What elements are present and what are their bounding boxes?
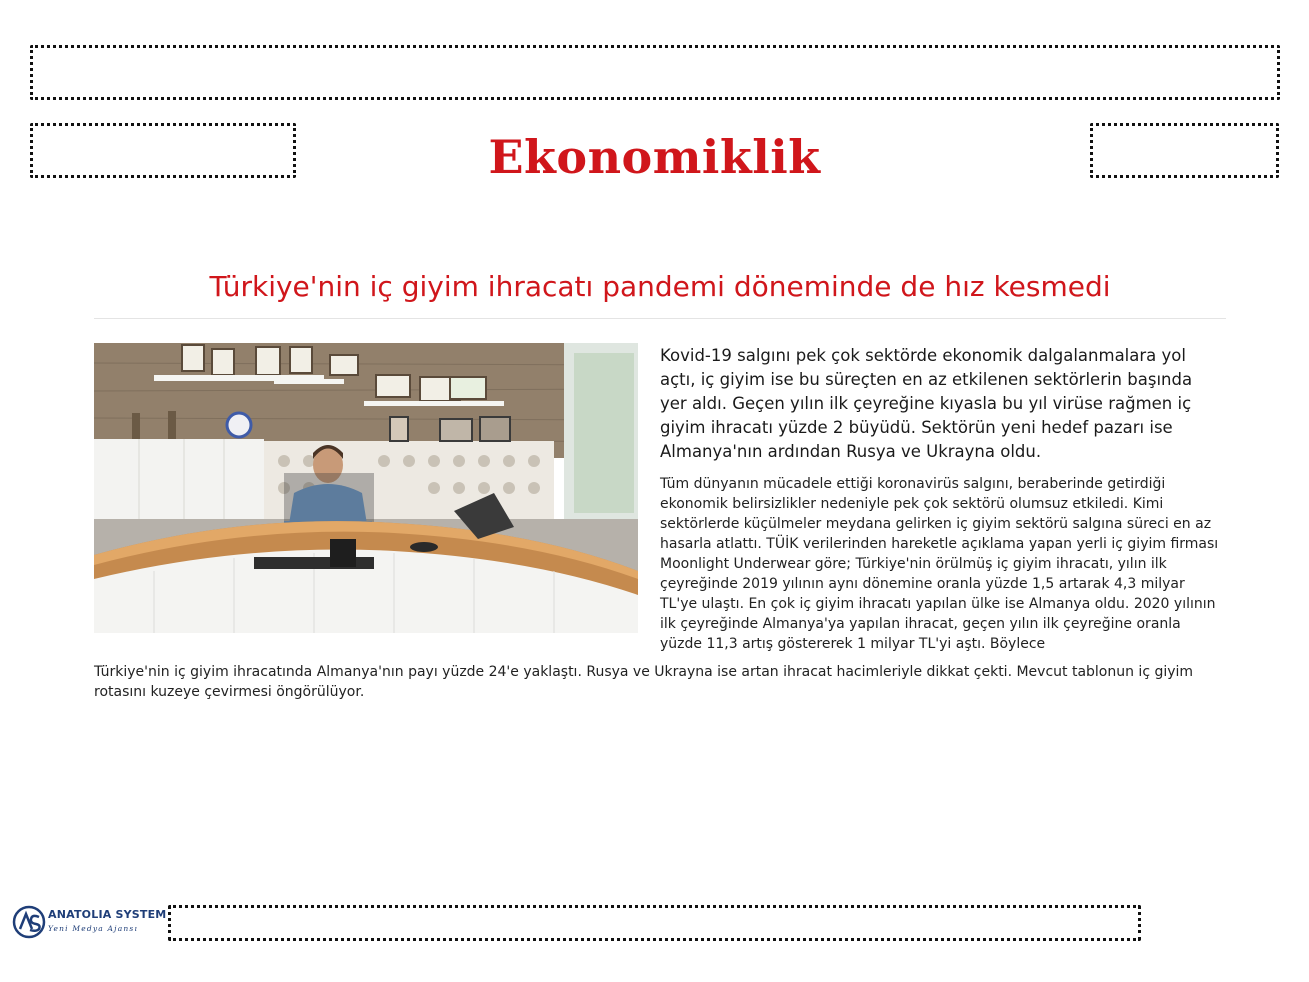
agency-name: ANATOLIA SYSTEM — [48, 908, 167, 921]
header-placeholder-box — [30, 45, 1280, 100]
article-lede: Kovid-19 salgını pek çok sektörde ekonomik dalgalanmalara yol açtı, iç giyim ise bu süreçten en az etkilenen sektörlerin başında yer aldı. Geçen yılın ilk çeyreğine kıyasla bu yıl virüse rağmen iç giyim ihracatı yüzde 2 büyüdü. Sektörün yeni hedef pazarı ise Almanya'nın ardından Rusya ve Ukrayna oldu. — [660, 346, 1193, 461]
agency-logo — [12, 903, 167, 943]
agency-tagline: Yeni Medya Ajansı — [48, 924, 139, 933]
article-headline: Türkiye'nin iç giyim ihracatı pandemi döneminde de hız kesmedi — [209, 270, 1111, 303]
article-photo — [94, 343, 638, 633]
headline-divider — [94, 318, 1226, 319]
footer-placeholder-box — [168, 905, 1141, 941]
article-body-lower: Türkiye'nin iç giyim ihracatında Almanya'nın payı yüzde 24'e yaklaştı. Rusya ve Ukrayna ise artan ihracat hacimleriyle dikkat çekti. Mevcut tablonun iç giyim rotasını kuzeye çevirmesi öngörülüyor. — [94, 664, 1194, 700]
article-body-upper: Tüm dünyanın mücadele ettiği koronavirüs salgını, beraberinde getirdiği ekonomik belirsizlikler nedeniyle pek çok sektörü olumsuz etkiledi. Kimi sektörlerde küçülmeler meydana gelirken iç giyim sektörü salgına süreci en az hasarla atlattı. TÜİK verilerinden hareketle açıklama yapan yerli iç giyim firması Moonlight Underwear göre; Türkiye'nin örülmüş iç giyim ihracatı, yılın ilk çeyreğinde 2019 yılının aynı dönemine oranla yüzde 1,5 artarak 4,3 milyar TL'ye ulaştı. En çok iç giyim ihracatı yapılan ülke ise Almanya oldu. 2020 yılının ilk çeyreğinde Almanya'ya yapılan ihracat, geçen yılın ilk çeyreğine oranla yüzde 11,3 artış göstererek 1 milyar TL'yi aştı. Böylece — [660, 476, 1219, 652]
anatolia-system-logo-icon — [12, 905, 46, 943]
publication-title: Ekonomiklik — [488, 130, 821, 184]
